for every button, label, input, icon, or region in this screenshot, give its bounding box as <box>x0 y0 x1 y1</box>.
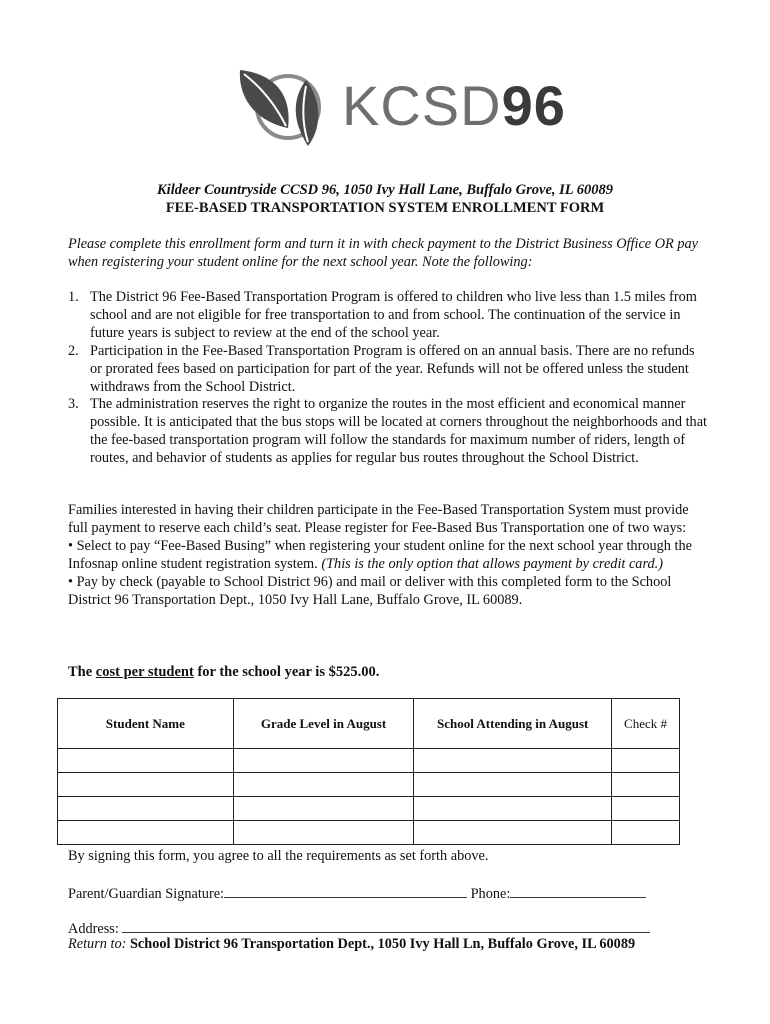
student-enrollment-table <box>57 698 680 845</box>
student-name-cell[interactable] <box>58 821 234 845</box>
rule-text: Participation in the Fee-Based Transportation Program is offered on an annual basis. There are no refunds or prorated fees based on participation for part of the year. Refunds will not be offered unless the student withdraws from the School District. <box>90 342 695 395</box>
cost-prefix: The <box>68 664 96 680</box>
check-number-cell[interactable] <box>612 773 680 797</box>
school-attending-cell[interactable] <box>414 821 612 845</box>
intro-paragraph: Please complete this enrollment form and turn it in with check payment to the District Business Office OR pay when registering your student online for the next school year. Note the following: <box>68 236 699 270</box>
rule-item <box>68 396 708 468</box>
grade-level-cell[interactable] <box>233 773 414 797</box>
rule-item <box>68 289 708 343</box>
school-attending-cell[interactable] <box>414 773 612 797</box>
address-line <box>68 918 650 938</box>
header-check-number: Check # <box>612 699 680 749</box>
student-name-cell[interactable] <box>58 773 234 797</box>
table-row <box>58 749 680 773</box>
option-check: • Pay by check (payable to School District 96) and mail or deliver with this completed form to the School District 96 Transportation Dept., 1050 Ivy Hall Lane, Buffalo Grove, IL 60089. <box>68 573 672 608</box>
check-number-cell[interactable] <box>612 749 680 773</box>
rule-text: The District 96 Fee-Based Transportation Program is offered to children who live less than 1.5 miles from school and are not eligible for free transportation to and from school. The continuation of the service in future years is subject to review at the end of the school year. <box>90 289 697 341</box>
student-name-cell[interactable] <box>58 749 234 773</box>
grade-level-cell[interactable] <box>233 749 414 773</box>
table-row <box>58 797 680 821</box>
cost-suffix: for the school year is $525.00. <box>193 664 380 680</box>
check-number-cell[interactable] <box>612 821 680 845</box>
program-rules-list <box>68 289 708 468</box>
parent-signature-label: Parent/Guardian Signature: <box>68 886 225 902</box>
address-field[interactable] <box>122 918 650 933</box>
header-school-attending: School Attending in August <box>414 699 612 749</box>
families-paragraph: Families interested in having their children participate in the Fee-Based Transportation System must provide full payment to reserve each child’s seat. Please register for Fee-Based Bus Transportation one of two ways: <box>68 502 689 536</box>
return-address: School District 96 Transportation Dept., 1050 Ivy Hall Ln, Buffalo Grove, IL 60089 <box>129 936 636 952</box>
grade-level-cell[interactable] <box>233 797 414 821</box>
cost-statement <box>68 664 379 681</box>
rule-text: The administration reserves the right to organize the routes in the most efficient and economical manner possible. It is anticipated that the bus stops will be located at corners throughout the neighborhoods and that the fee-based transportation program will follow the standards for maximum number of riders, length of routes, and behavior of students as applies for regular bus routes throughout the School District. <box>90 396 708 467</box>
header-grade-level: Grade Level in August <box>233 699 414 749</box>
agreement-statement: By signing this form, you agree to all the requirements as set forth above. <box>68 848 489 864</box>
table-row <box>58 773 680 797</box>
logo-brand-number: 96 <box>501 74 566 137</box>
rule-number: 2. <box>68 342 79 359</box>
registration-options <box>68 502 708 609</box>
logo-brand-text: KCSD <box>342 74 502 137</box>
table-row <box>58 821 680 845</box>
form-title: FEE-BASED TRANSPORTATION SYSTEM ENROLLMENT FORM <box>165 200 605 216</box>
rule-number: 1. <box>68 289 79 305</box>
grade-level-cell[interactable] <box>233 821 414 845</box>
signature-line <box>68 883 646 903</box>
address-label: Address: <box>68 921 119 937</box>
leaf-logo-icon <box>236 66 340 148</box>
logo-wordmark <box>342 74 566 138</box>
school-attending-cell[interactable] <box>414 749 612 773</box>
table-header-row <box>58 699 680 749</box>
rule-number: 3. <box>68 396 79 413</box>
option-online <box>68 538 708 574</box>
option-online-text: • Select to pay “Fee-Based Busing” when registering your student online for the next school year through the Infosnap online student registration system. <box>68 537 692 572</box>
student-name-cell[interactable] <box>58 797 234 821</box>
parent-signature-field[interactable] <box>224 883 467 898</box>
rule-item <box>68 343 708 397</box>
option-online-note: (This is the only option that allows payment by credit card.) <box>321 555 663 572</box>
phone-label: Phone: <box>470 886 511 902</box>
school-attending-cell[interactable] <box>414 797 612 821</box>
return-to-line <box>68 936 635 953</box>
kcsd96-logo <box>236 66 566 148</box>
district-address-heading: Kildeer Countryside CCSD 96, 1050 Ivy Hall Lane, Buffalo Grove, IL 60089 <box>157 182 613 198</box>
phone-field[interactable] <box>510 883 646 898</box>
cost-underlined: cost per student <box>95 664 194 680</box>
header-student-name: Student Name <box>58 699 234 749</box>
return-label: Return to: <box>68 936 127 952</box>
check-number-cell[interactable] <box>612 797 680 821</box>
